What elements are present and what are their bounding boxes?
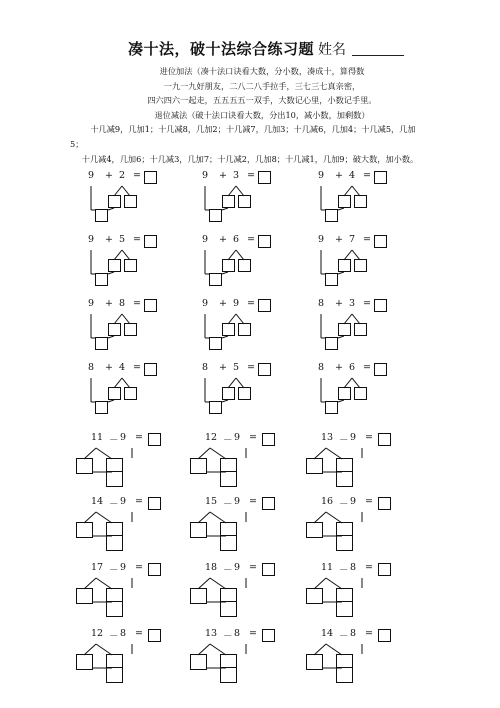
rule-line: 十几减9，几加1；十几减8，几加2；十几减7，几加3；十几减6，几加4；十几减5，几加	[90, 124, 416, 135]
operator: +	[335, 362, 343, 373]
operand-b: 9	[234, 562, 241, 573]
operand-b: 8	[350, 562, 357, 573]
operand-a: 11	[321, 562, 334, 573]
connector-line	[210, 578, 226, 589]
connector-line	[108, 400, 114, 402]
connector-line	[84, 512, 96, 523]
operand-b: 6	[349, 362, 356, 373]
exercise-problem	[318, 234, 428, 296]
decomposition-lines	[202, 562, 312, 624]
operator: －	[339, 499, 349, 510]
decomposition-lines	[202, 170, 312, 232]
operand-b: 2	[119, 170, 126, 181]
decomposition-lines	[88, 628, 198, 690]
connector-line	[228, 186, 236, 196]
operand-a: 8	[318, 362, 325, 373]
exercise-problem	[88, 298, 198, 360]
equals-sign: =	[365, 432, 373, 443]
name-label: 姓名	[318, 42, 346, 58]
exercise-problem	[88, 170, 198, 232]
operand-b: 9	[120, 432, 127, 443]
operand-b: 5	[233, 362, 240, 373]
equals-sign: =	[133, 170, 141, 181]
connector-line	[114, 314, 122, 324]
decomposition-lines	[88, 234, 198, 296]
exercise-problem	[318, 432, 428, 494]
operand-b: 8	[350, 628, 357, 639]
operand-b: 4	[119, 362, 126, 373]
operator: －	[339, 631, 349, 642]
exercise-problem	[318, 562, 428, 624]
connector-line	[352, 186, 360, 196]
connector-line	[338, 272, 344, 274]
connector-line	[344, 186, 352, 196]
decomposition-lines	[202, 432, 312, 494]
connector-line	[108, 208, 114, 210]
exercise-problem	[318, 298, 428, 360]
decomposition-lines	[318, 432, 428, 494]
page-title: 凑十法，破十法综合练习题	[128, 40, 315, 58]
operand-a: 9	[318, 170, 325, 181]
exercise-problem	[318, 496, 428, 558]
operator: +	[219, 234, 227, 245]
operand-b: 4	[349, 170, 356, 181]
connector-line	[236, 314, 244, 324]
decomposition-lines	[318, 298, 428, 360]
equals-sign: =	[249, 562, 257, 573]
connector-line	[198, 512, 210, 523]
equals-sign: =	[249, 628, 257, 639]
operator: +	[219, 362, 227, 373]
operand-b: 9	[120, 562, 127, 573]
equals-sign: =	[365, 562, 373, 573]
operand-a: 16	[321, 496, 334, 507]
operator: －	[223, 499, 233, 510]
operator: －	[223, 565, 233, 576]
operator: +	[105, 234, 113, 245]
decomposition-lines	[202, 496, 312, 558]
connector-line	[326, 512, 342, 523]
decomposition-lines	[318, 362, 428, 424]
operand-b: 9	[120, 496, 127, 507]
rule-line: 四六四六一起走，五五五五一双手，大数记心里，小数记手里。	[147, 95, 377, 106]
connector-line	[236, 378, 244, 388]
operand-a: 14	[321, 628, 334, 639]
connector-line	[210, 512, 226, 523]
equals-sign: =	[135, 432, 143, 443]
rule-line: 5；	[70, 138, 84, 149]
operand-a: 9	[318, 234, 325, 245]
exercise-problem	[318, 362, 428, 424]
equals-sign: =	[247, 234, 255, 245]
operator: +	[335, 170, 343, 181]
operand-b: 9	[234, 432, 241, 443]
operand-a: 9	[202, 298, 209, 309]
exercise-problem	[202, 432, 312, 494]
decomposition-lines	[88, 170, 198, 232]
operator: +	[105, 170, 113, 181]
connector-line	[222, 336, 228, 338]
connector-line	[122, 250, 130, 260]
connector-line	[236, 186, 244, 196]
connector-line	[222, 272, 228, 274]
exercise-problem	[88, 362, 198, 424]
equals-sign: =	[365, 496, 373, 507]
exercise-problem	[202, 170, 312, 232]
connector-line	[314, 448, 326, 459]
decomposition-lines	[88, 562, 198, 624]
decomposition-lines	[88, 362, 198, 424]
connector-line	[338, 208, 344, 210]
connector-line	[96, 644, 112, 655]
connector-line	[84, 578, 96, 589]
operand-b: 9	[234, 496, 241, 507]
connector-line	[326, 578, 342, 589]
connector-line	[338, 336, 344, 338]
decomposition-lines	[88, 298, 198, 360]
equals-sign: =	[365, 628, 373, 639]
operand-b: 7	[349, 234, 356, 245]
operand-a: 9	[202, 234, 209, 245]
exercise-problem	[318, 170, 428, 232]
connector-line	[338, 400, 344, 402]
connector-line	[84, 448, 96, 459]
decomposition-lines	[318, 628, 428, 690]
connector-line	[326, 644, 342, 655]
exercise-problem	[88, 432, 198, 494]
operand-b: 5	[119, 234, 126, 245]
operand-a: 12	[91, 628, 104, 639]
connector-line	[228, 250, 236, 260]
connector-line	[352, 378, 360, 388]
operand-a: 11	[91, 432, 104, 443]
operator: －	[339, 565, 349, 576]
operand-b: 3	[349, 298, 356, 309]
operand-a: 13	[205, 628, 218, 639]
equals-sign: =	[135, 496, 143, 507]
operator: +	[219, 298, 227, 309]
operand-a: 13	[321, 432, 334, 443]
equals-sign: =	[133, 234, 141, 245]
operator: －	[339, 435, 349, 446]
equals-sign: =	[247, 170, 255, 181]
exercise-problem	[318, 628, 428, 690]
operator: +	[105, 298, 113, 309]
decomposition-lines	[318, 170, 428, 232]
decomposition-lines	[202, 234, 312, 296]
equals-sign: =	[133, 298, 141, 309]
exercise-problem	[202, 234, 312, 296]
exercise-problem	[202, 562, 312, 624]
connector-line	[344, 378, 352, 388]
equals-sign: =	[363, 234, 371, 245]
exercise-problem	[202, 298, 312, 360]
exercise-problem	[88, 628, 198, 690]
operand-a: 9	[88, 170, 95, 181]
connector-line	[114, 378, 122, 388]
operand-a: 9	[202, 170, 209, 181]
decomposition-lines	[202, 628, 312, 690]
rule-line: 一九一九好朋友，二八二八手拉手，三七三七真亲密，	[163, 80, 361, 91]
equals-sign: =	[135, 628, 143, 639]
decomposition-lines	[318, 562, 428, 624]
equals-sign: =	[363, 298, 371, 309]
operand-b: 8	[120, 628, 127, 639]
operand-a: 17	[91, 562, 104, 573]
connector-line	[222, 208, 228, 210]
operand-b: 8	[119, 298, 126, 309]
decomposition-lines	[88, 496, 198, 558]
connector-line	[222, 400, 228, 402]
decomposition-lines	[202, 362, 312, 424]
operand-a: 18	[205, 562, 218, 573]
operator: －	[109, 565, 119, 576]
operator: －	[223, 631, 233, 642]
operand-a: 8	[88, 362, 95, 373]
exercise-problem	[88, 562, 198, 624]
equals-sign: =	[247, 362, 255, 373]
equals-sign: =	[133, 362, 141, 373]
connector-line	[122, 378, 130, 388]
operand-a: 9	[88, 298, 95, 309]
connector-line	[198, 578, 210, 589]
rule-line: 进位加法（凑十法口诀看大数，分小数，凑成十，算得数	[159, 66, 365, 76]
operator: +	[219, 170, 227, 181]
connector-line	[236, 250, 244, 260]
exercise-problem	[202, 362, 312, 424]
operand-b: 6	[233, 234, 240, 245]
equals-sign: =	[363, 170, 371, 181]
connector-line	[84, 644, 96, 655]
connector-line	[352, 250, 360, 260]
operand-a: 9	[88, 234, 95, 245]
connector-line	[344, 250, 352, 260]
exercise-problem	[88, 234, 198, 296]
operand-a: 14	[91, 496, 104, 507]
connector-line	[352, 314, 360, 324]
connector-line	[122, 314, 130, 324]
connector-line	[314, 644, 326, 655]
operand-b: 9	[233, 298, 240, 309]
operand-b: 9	[350, 496, 357, 507]
rule-line: 十几减4，几加6；十几减3，几加7；十几减2，几加8；十几减1，几加9；破大数，加小数。	[81, 153, 419, 164]
connector-line	[96, 578, 112, 589]
connector-line	[108, 336, 114, 338]
connector-line	[314, 512, 326, 523]
connector-line	[114, 186, 122, 196]
operand-b: 9	[350, 432, 357, 443]
operator: +	[335, 234, 343, 245]
connector-line	[198, 644, 210, 655]
connector-line	[344, 314, 352, 324]
operand-a: 15	[205, 496, 218, 507]
decomposition-lines	[202, 298, 312, 360]
connector-line	[228, 314, 236, 324]
connector-line	[198, 448, 210, 459]
rule-line: 退位减法（破十法口诀看大数，分出10，减小数，加剩数）	[154, 109, 370, 120]
operator: －	[109, 499, 119, 510]
connector-line	[326, 448, 342, 459]
operator: －	[109, 435, 119, 446]
decomposition-lines	[88, 432, 198, 494]
connector-line	[228, 378, 236, 388]
connector-line	[96, 448, 112, 459]
operator: －	[109, 631, 119, 642]
operator: －	[223, 435, 233, 446]
exercise-problem	[202, 628, 312, 690]
connector-line	[314, 578, 326, 589]
equals-sign: =	[249, 496, 257, 507]
operand-a: 12	[205, 432, 218, 443]
connector-line	[210, 448, 226, 459]
connector-line	[96, 512, 112, 523]
equals-sign: =	[247, 298, 255, 309]
equals-sign: =	[363, 362, 371, 373]
connector-line	[122, 186, 130, 196]
decomposition-lines	[318, 234, 428, 296]
operator: +	[335, 298, 343, 309]
equals-sign: =	[249, 432, 257, 443]
equals-sign: =	[135, 562, 143, 573]
exercise-problem	[88, 496, 198, 558]
operand-a: 8	[202, 362, 209, 373]
connector-line	[108, 272, 114, 274]
operand-b: 3	[233, 170, 240, 181]
operand-a: 8	[318, 298, 325, 309]
operand-b: 8	[234, 628, 241, 639]
connector-line	[114, 250, 122, 260]
exercise-problem	[202, 496, 312, 558]
operator: +	[105, 362, 113, 373]
decomposition-lines	[318, 496, 428, 558]
connector-line	[210, 644, 226, 655]
